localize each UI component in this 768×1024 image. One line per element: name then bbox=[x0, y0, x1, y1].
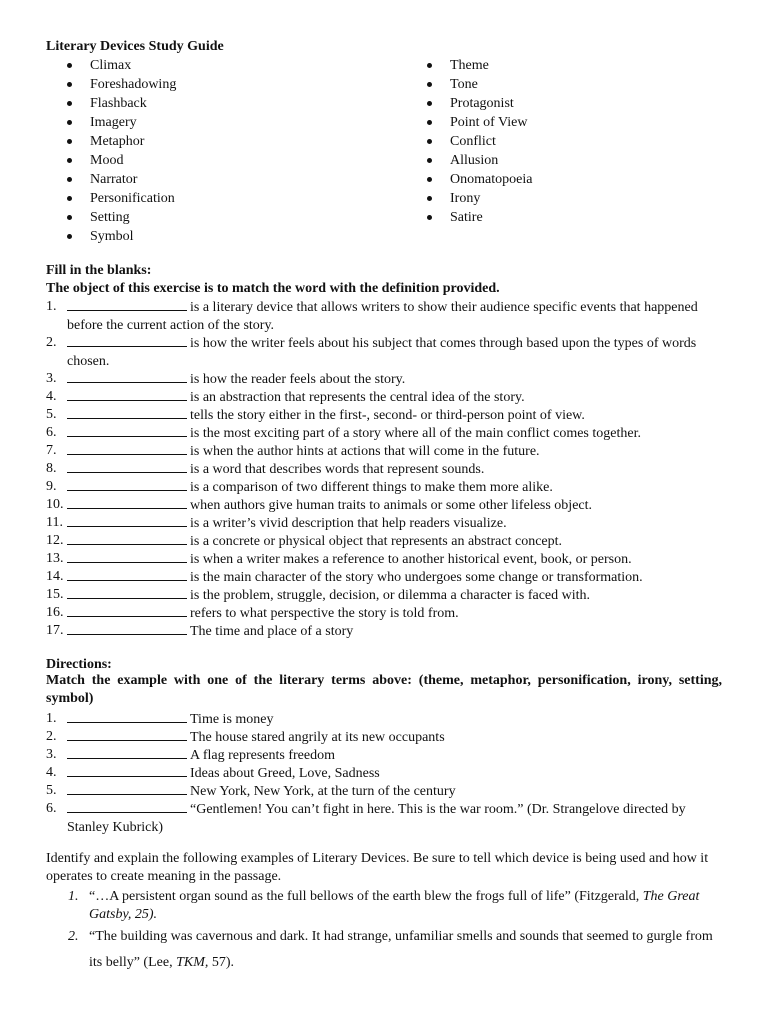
term-item: Setting bbox=[46, 208, 176, 227]
answer-blank[interactable] bbox=[67, 550, 187, 563]
term-item: Protagonist bbox=[406, 94, 532, 113]
bullet-icon bbox=[67, 139, 72, 144]
fill-item: 13. is when a writer makes a reference to another historical event, book, or person. bbox=[46, 551, 632, 567]
answer-blank[interactable] bbox=[67, 746, 187, 759]
term-item: Satire bbox=[406, 208, 532, 227]
answer-blank[interactable] bbox=[67, 424, 187, 437]
answer-blank[interactable] bbox=[67, 298, 187, 311]
answer-blank[interactable] bbox=[67, 460, 187, 473]
answer-blank[interactable] bbox=[67, 406, 187, 419]
term-item: Theme bbox=[406, 56, 532, 75]
term-item: Climax bbox=[46, 56, 176, 75]
answer-blank[interactable] bbox=[67, 710, 187, 723]
fill-heading: Fill in the blanks: bbox=[46, 263, 152, 278]
term-item: Foreshadowing bbox=[46, 75, 176, 94]
term-item: Onomatopoeia bbox=[406, 170, 532, 189]
citation-title: The Great Gatsby, 25). bbox=[89, 889, 700, 922]
bullet-icon bbox=[67, 101, 72, 106]
bullet-icon bbox=[427, 82, 432, 87]
answer-blank[interactable] bbox=[67, 388, 187, 401]
fill-item: 11. is a writer’s vivid description that help readers visualize. bbox=[46, 515, 507, 531]
term-item: Metaphor bbox=[46, 132, 176, 151]
fill-item: 14. is the main character of the story who undergoes some change or transformation. bbox=[46, 569, 643, 585]
bullet-icon bbox=[67, 196, 72, 201]
answer-blank[interactable] bbox=[67, 442, 187, 455]
term-item: Allusion bbox=[406, 151, 532, 170]
bullet-icon bbox=[67, 234, 72, 239]
bullet-icon bbox=[427, 63, 432, 68]
answer-blank[interactable] bbox=[67, 334, 187, 347]
fill-item: 10. when authors give human traits to animals or some other lifeless object. bbox=[46, 497, 593, 513]
fill-item: 1. is a literary device that allows writers to show their audience specific events that happened before the current action of the story. bbox=[46, 299, 698, 333]
bullet-icon bbox=[67, 215, 72, 220]
term-item: Irony bbox=[406, 189, 532, 208]
fill-item: 8. is a word that describes words that represent sounds. bbox=[46, 461, 485, 477]
answer-blank[interactable] bbox=[67, 370, 187, 383]
term-item: Mood bbox=[46, 151, 176, 170]
bullet-icon bbox=[427, 120, 432, 125]
fill-item: 12. is a concrete or physical object that represents an abstract concept. bbox=[46, 533, 563, 549]
answer-blank[interactable] bbox=[67, 478, 187, 491]
match-item: 5. New York, New York, at the turn of the century bbox=[46, 783, 456, 799]
bullet-icon bbox=[427, 158, 432, 163]
match-item: 2. The house stared angrily at its new occupants bbox=[46, 729, 445, 745]
answer-blank[interactable] bbox=[67, 514, 187, 527]
answer-blank[interactable] bbox=[67, 764, 187, 777]
fill-item: 9. is a comparison of two different things to make them more alike. bbox=[46, 479, 553, 495]
term-item: Personification bbox=[46, 189, 176, 208]
bullet-icon bbox=[427, 139, 432, 144]
bullet-icon bbox=[427, 215, 432, 220]
bullet-icon bbox=[67, 120, 72, 125]
fill-item: 3. is how the reader feels about the story. bbox=[46, 371, 406, 387]
bullet-icon bbox=[67, 177, 72, 182]
bullet-icon bbox=[67, 82, 72, 87]
answer-blank[interactable] bbox=[67, 800, 187, 813]
term-item: Tone bbox=[406, 75, 532, 94]
example-item: 2. “The building was cavernous and dark. It had strange, unfamiliar smells and sounds that seemed to gurgle from its belly” (Lee, TKM, 57). bbox=[68, 929, 713, 970]
answer-blank[interactable] bbox=[67, 728, 187, 741]
term-item: Imagery bbox=[46, 113, 176, 132]
answer-blank[interactable] bbox=[67, 586, 187, 599]
answer-blank[interactable] bbox=[67, 532, 187, 545]
directions-heading: Directions: bbox=[46, 657, 112, 672]
citation-title: TKM, bbox=[176, 955, 209, 970]
match-item: 4. Ideas about Greed, Love, Sadness bbox=[46, 765, 380, 781]
term-item: Symbol bbox=[46, 227, 176, 246]
identify-intro: Identify and explain the following examples of Literary Devices. Be sure to tell which device is being used and how it operates to create meaning in the passage. bbox=[46, 851, 709, 884]
example-item: 1. “…A persistent organ sound as the full bellows of the earth blew the frogs full of life” (Fitzgerald, The Great Gatsby, 25). bbox=[68, 889, 700, 922]
answer-blank[interactable] bbox=[67, 604, 187, 617]
page-title: Literary Devices Study Guide bbox=[46, 39, 224, 54]
answer-blank[interactable] bbox=[67, 496, 187, 509]
fill-item: 6. is the most exciting part of a story where all of the main conflict comes together. bbox=[46, 425, 641, 441]
terms-list-left bbox=[46, 56, 176, 246]
fill-subheading: The object of this exercise is to match the word with the definition provided. bbox=[46, 281, 500, 296]
fill-item: 16. refers to what perspective the story is told from. bbox=[46, 605, 459, 621]
bullet-icon bbox=[427, 196, 432, 201]
bullet-icon bbox=[427, 101, 432, 106]
term-item: Narrator bbox=[46, 170, 176, 189]
fill-item: 15. is the problem, struggle, decision, or dilemma a character is faced with. bbox=[46, 587, 591, 603]
bullet-icon bbox=[67, 63, 72, 68]
bullet-icon bbox=[67, 158, 72, 163]
fill-item: 4. is an abstraction that represents the central idea of the story. bbox=[46, 389, 525, 405]
match-item: 6. “Gentlemen! You can’t fight in here. This is the war room.” (Dr. Strangelove directed by Stanley Kubrick) bbox=[46, 801, 686, 835]
directions-subheading: Match the example with one of the literary terms above: (theme, metaphor, personification, irony, setting, symbol) bbox=[46, 673, 722, 706]
fill-item: 5. tells the story either in the first-, second- or third-person point of view. bbox=[46, 407, 585, 423]
term-item: Flashback bbox=[46, 94, 176, 113]
answer-blank[interactable] bbox=[67, 782, 187, 795]
term-item: Conflict bbox=[406, 132, 532, 151]
term-item: Point of View bbox=[406, 113, 532, 132]
bullet-icon bbox=[427, 177, 432, 182]
fill-item: 2. is how the writer feels about his subject that comes through based upon the types of words chosen. bbox=[46, 335, 697, 369]
fill-item: 17. The time and place of a story bbox=[46, 623, 354, 639]
answer-blank[interactable] bbox=[67, 568, 187, 581]
match-item: 3. A flag represents freedom bbox=[46, 747, 335, 763]
fill-item: 7. is when the author hints at actions that will come in the future. bbox=[46, 443, 540, 459]
match-item: 1. Time is money bbox=[46, 711, 274, 727]
terms-list-right bbox=[406, 56, 532, 227]
answer-blank[interactable] bbox=[67, 622, 187, 635]
